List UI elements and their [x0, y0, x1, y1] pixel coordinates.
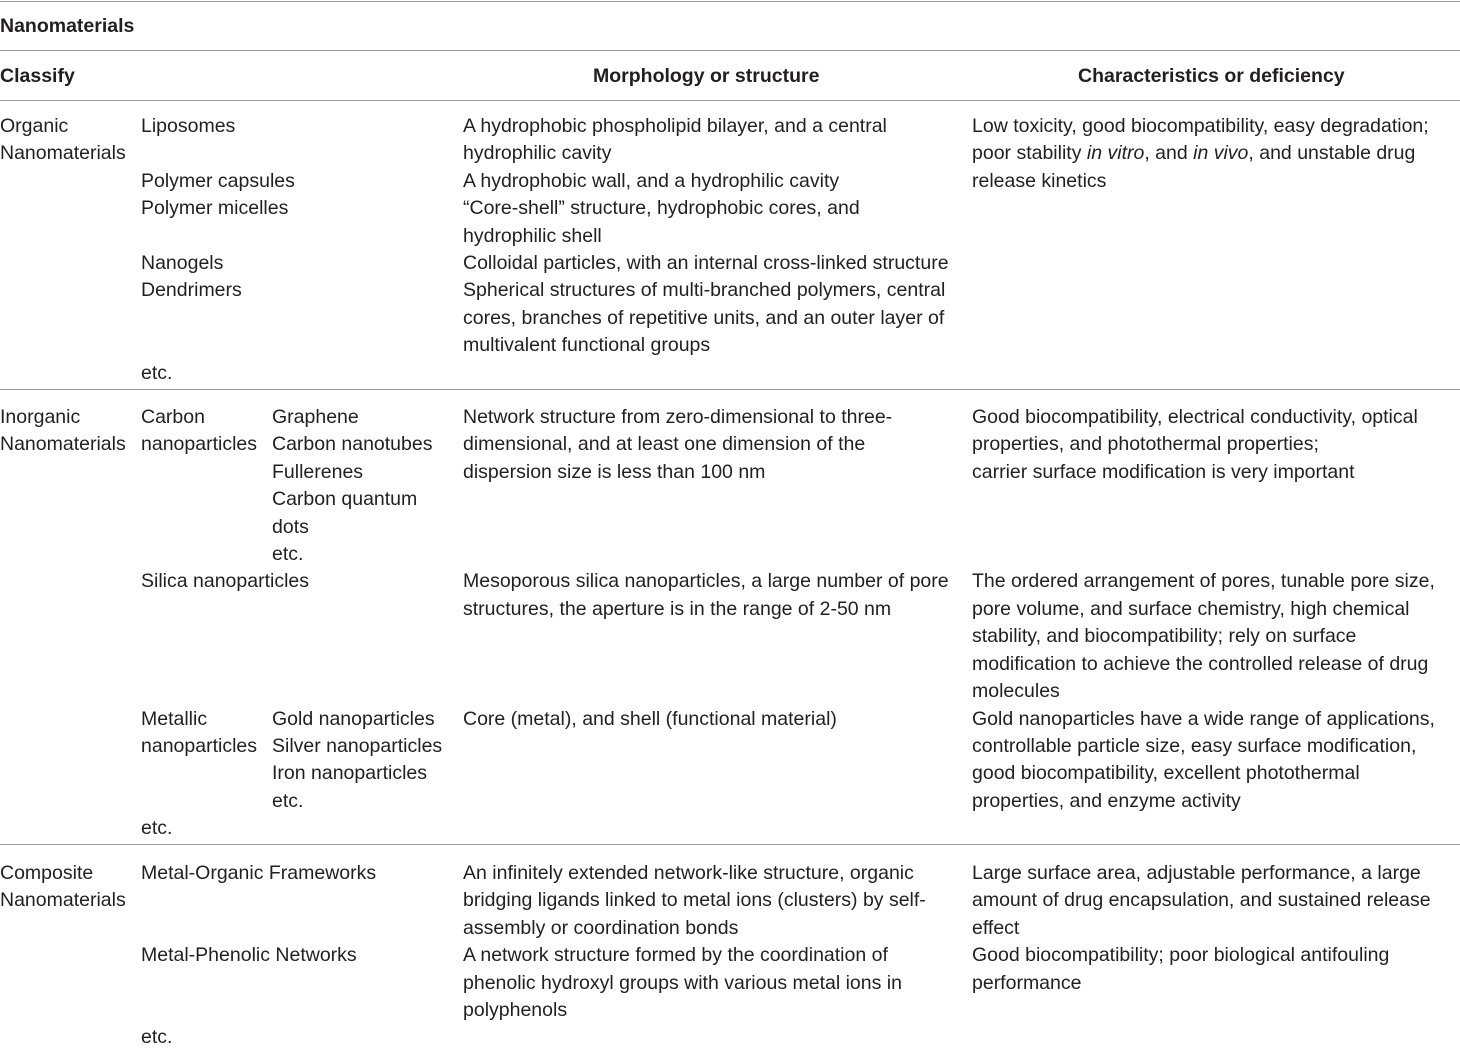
mpn-morphology: polyphenols [463, 999, 568, 1021]
polymer-micelles-morphology: hydrophilic shell [463, 225, 602, 247]
dendrimers-name: Dendrimers [141, 279, 242, 301]
composite-class-label-2: Nanomaterials [0, 889, 126, 911]
carbon-characteristics: Good biocompatibility, electrical conductivity, optical [972, 406, 1418, 428]
carbon-characteristics: properties, and photothermal properties; [972, 433, 1319, 455]
inorganic-class-label: Inorganic [0, 406, 81, 428]
organic-characteristics-line2: poor stability in vitro, and in vivo, and unstable drug [972, 142, 1416, 164]
carbon-characteristics: carrier surface modification is very important [972, 461, 1355, 483]
carbon-morphology: dispersion size is less than 100 nm [463, 461, 766, 483]
organic-section-rule [0, 389, 1460, 390]
carbon-type: etc. [272, 543, 304, 565]
inorganic-etc: etc. [141, 817, 173, 839]
dendrimers-morphology: Spherical structures of multi-branched polymers, central [463, 279, 946, 301]
silica-morphology: structures, the aperture is in the range of 2-50 nm [463, 598, 892, 620]
header-classify: Classify [0, 65, 75, 87]
dendrimers-morphology: multivalent functional groups [463, 334, 711, 356]
polymer-capsules-name: Polymer capsules [141, 170, 295, 192]
inorganic-section-rule [0, 844, 1460, 845]
nanogels-name: Nanogels [141, 252, 224, 274]
metallic-type: Iron nanoparticles [272, 762, 428, 784]
carbon-group-label-2: nanoparticles [141, 433, 257, 455]
carbon-type: Fullerenes [272, 461, 364, 483]
mof-morphology: assembly or coordination bonds [463, 917, 739, 939]
dendrimers-morphology: cores, branches of repetitive units, and an outer layer of [463, 307, 945, 329]
carbon-type: Carbon quantum [272, 488, 418, 510]
metallic-group-label: Metallic [141, 708, 208, 730]
organic-characteristics: Low toxicity, good biocompatibility, easy degradation; [972, 115, 1429, 137]
metallic-group-label-2: nanoparticles [141, 735, 257, 757]
polymer-micelles-name: Polymer micelles [141, 197, 289, 219]
mof-characteristics: effect [972, 917, 1020, 939]
metallic-morphology: Core (metal), and shell (functional material) [463, 708, 837, 730]
nanogels-morphology: Colloidal particles, with an internal cross-linked structure [463, 252, 949, 274]
composite-etc: etc. [141, 1026, 173, 1048]
polymer-micelles-morphology: “Core-shell” structure, hydrophobic cores, and [463, 197, 860, 219]
organic-characteristics: release kinetics [972, 170, 1107, 192]
mpn-characteristics: Good biocompatibility; poor biological antifouling [972, 944, 1390, 966]
mof-morphology: bridging ligands linked to metal ions (clusters) by self- [463, 889, 926, 911]
metallic-type: etc. [272, 790, 304, 812]
mpn-characteristics: performance [972, 972, 1082, 994]
header-rule [0, 100, 1460, 101]
mpn-morphology: phenolic hydroxyl groups with various metal ions in [463, 972, 902, 994]
mof-morphology: An infinitely extended network-like structure, organic [463, 862, 914, 884]
silica-morphology: Mesoporous silica nanoparticles, a large number of pore [463, 570, 949, 592]
silica-characteristics: pore volume, and surface chemistry, high chemical [972, 598, 1410, 620]
metallic-characteristics: controllable particle size, easy surface modification, [972, 735, 1417, 757]
composite-class-label: Composite [0, 862, 94, 884]
inorganic-class-label-2: Nanomaterials [0, 433, 126, 455]
mpn-morphology: A network structure formed by the coordination of [463, 944, 888, 966]
silica-characteristics: modification to achieve the controlled release of drug [972, 653, 1429, 675]
organic-etc: etc. [141, 362, 173, 384]
mof-name: Metal-Organic Frameworks [141, 862, 377, 884]
silica-characteristics: molecules [972, 680, 1060, 702]
table-title: Nanomaterials [0, 15, 135, 37]
carbon-group-label: Carbon [141, 406, 205, 428]
mof-characteristics: Large surface area, adjustable performance, a large [972, 862, 1421, 884]
carbon-type: Carbon nanotubes [272, 433, 433, 455]
top-rule [0, 1, 1460, 2]
carbon-morphology: Network structure from zero-dimensional to three- [463, 406, 893, 428]
carbon-type: Graphene [272, 406, 359, 428]
liposomes-morphology: A hydrophobic phospholipid bilayer, and a central [463, 115, 887, 137]
carbon-type: dots [272, 516, 309, 538]
silica-name: Silica nanoparticles [141, 570, 310, 592]
carbon-morphology: dimensional, and at least one dimension of the [463, 433, 866, 455]
header-morphology: Morphology or structure [593, 65, 820, 87]
silica-characteristics: The ordered arrangement of pores, tunable pore size, [972, 570, 1435, 592]
liposomes-morphology: hydrophilic cavity [463, 142, 612, 164]
metallic-type: Silver nanoparticles [272, 735, 443, 757]
mpn-name: Metal-Phenolic Networks [141, 944, 357, 966]
title-rule [0, 50, 1460, 51]
polymer-capsules-morphology: A hydrophobic wall, and a hydrophilic cavity [463, 170, 840, 192]
header-characteristics: Characteristics or deficiency [1078, 65, 1345, 87]
metallic-characteristics: good biocompatibility, excellent photothermal [972, 762, 1360, 784]
organic-class-label-2: Nanomaterials [0, 142, 126, 164]
organic-class-label: Organic [0, 115, 69, 137]
mof-characteristics: amount of drug encapsulation, and sustained release [972, 889, 1431, 911]
metallic-characteristics: properties, and enzyme activity [972, 790, 1241, 812]
metallic-characteristics: Gold nanoparticles have a wide range of applications, [972, 708, 1435, 730]
metallic-type: Gold nanoparticles [272, 708, 435, 730]
liposomes-name: Liposomes [141, 115, 236, 137]
silica-characteristics: stability, and biocompatibility; rely on surface [972, 625, 1357, 647]
